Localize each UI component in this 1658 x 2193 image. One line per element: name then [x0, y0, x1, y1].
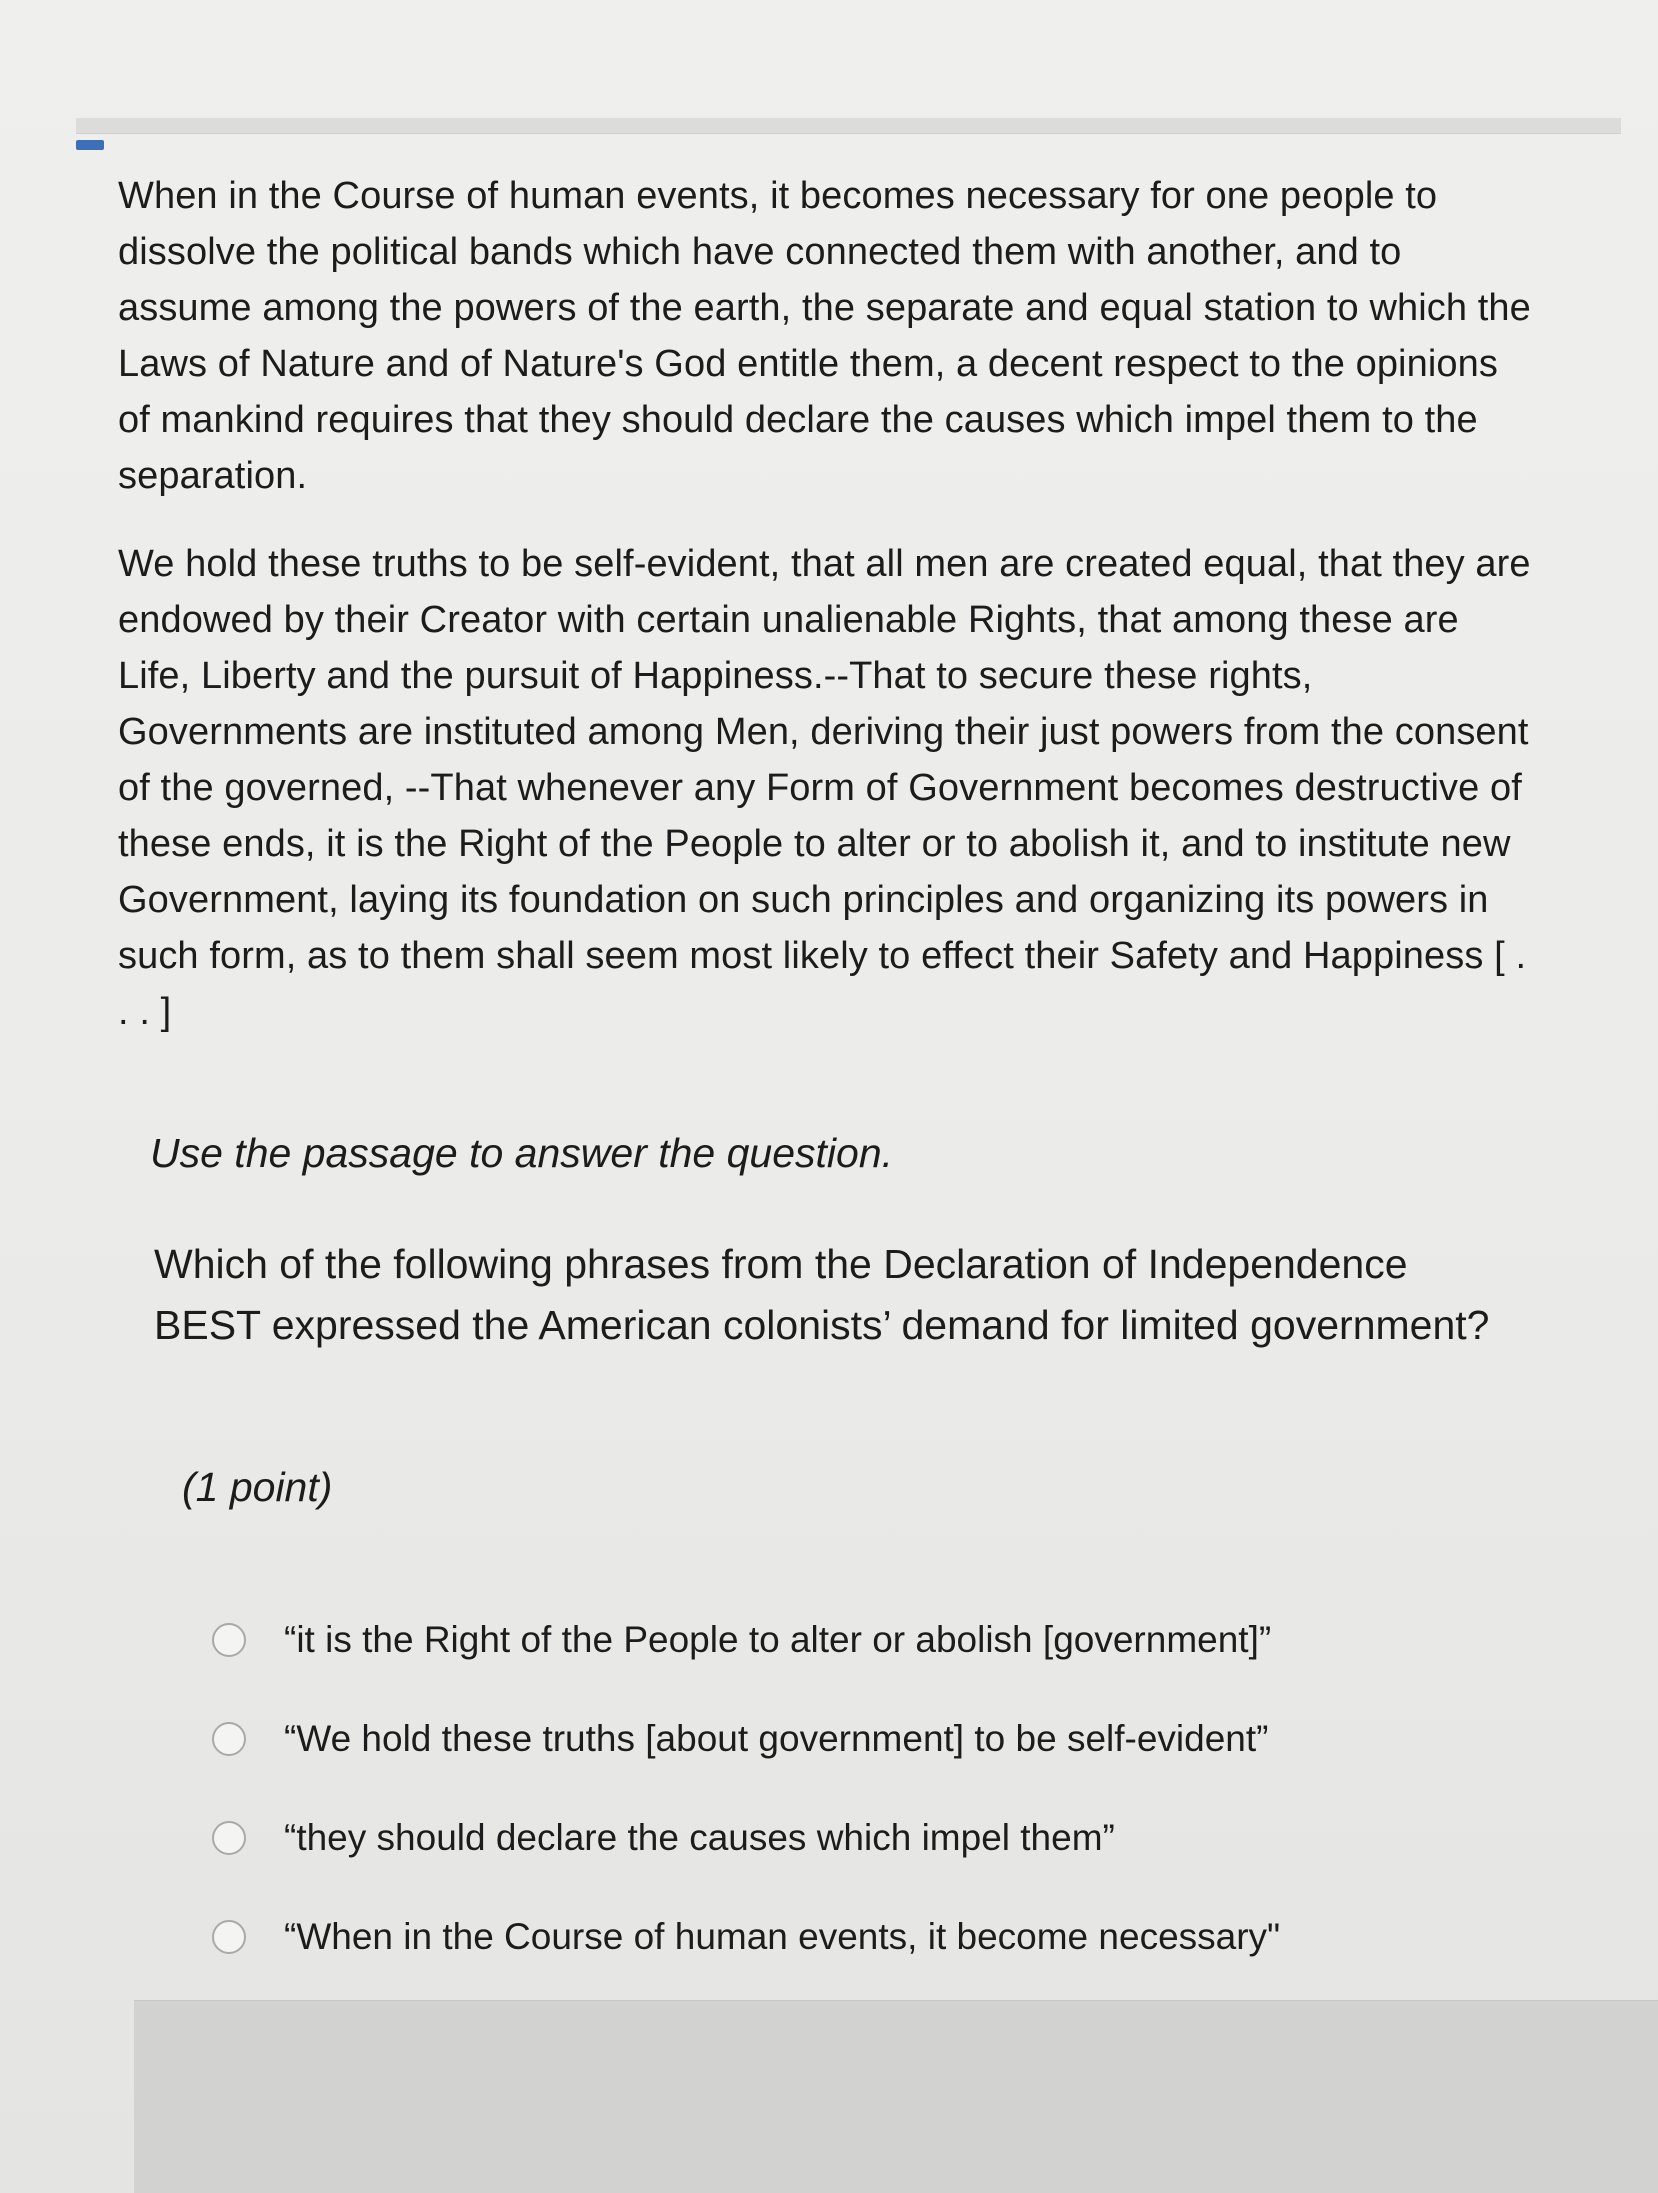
answer-options — [212, 1590, 1512, 1986]
radio-button-icon[interactable] — [212, 1821, 246, 1855]
answer-option-3[interactable] — [212, 1788, 1512, 1887]
answer-option-label[interactable]: “they should declare the causes which impel them” — [284, 1816, 1115, 1858]
passage-paragraph-2: We hold these truths to be self-evident, that all men are created equal, that they are endowed by their Creator with certain unalienable Rights, that among these are Life, Liberty and the pursuit of Happiness.--That to secure these rights, Governments are instituted among Men, deriving their just powers from the consent of the governed, --That whenever any Form of Government becomes destructive of these ends, it is the Right of the People to alter or to abolish it, and to institute new Government, laying its foundation on such principles and organizing its powers in such form, as to them shall seem most likely to effect their Safety and Happiness [ . . . ] — [118, 543, 1531, 1033]
answer-option-label[interactable]: “it is the Right of the People to alter or abolish [government]” — [284, 1618, 1272, 1660]
radio-button-icon[interactable] — [212, 1623, 246, 1657]
passage — [118, 168, 1538, 1072]
answer-option-label[interactable]: “We hold these truths [about government] to be self-evident” — [284, 1717, 1269, 1759]
answer-option-4[interactable] — [212, 1887, 1512, 1986]
radio-button-icon[interactable] — [212, 1722, 246, 1756]
answer-option-label[interactable]: “When in the Course of human events, it become necessary" — [284, 1915, 1281, 1957]
radio-button-icon[interactable] — [212, 1920, 246, 1954]
top-divider — [76, 118, 1621, 134]
question-points: (1 point) — [182, 1464, 333, 1510]
answer-option-2[interactable] — [212, 1689, 1512, 1788]
question-text: Which of the following phrases from the Declaration of Independence BEST expressed the American colonists’ demand for limited government? — [154, 1241, 1490, 1348]
progress-accent-marker — [76, 140, 104, 150]
passage-paragraph-1: When in the Course of human events, it becomes necessary for one people to dissolve the political bands which have connected them with another, and to assume among the powers of the earth, the separate and equal station to which the Laws of Nature and of Nature's God entitle them, a decent respect to the opinions of mankind requires that they should declare the causes which impel them to the separation. — [118, 175, 1531, 497]
footer-panel — [134, 2000, 1658, 2193]
answer-option-1[interactable] — [212, 1590, 1512, 1689]
instruction-text: Use the passage to answer the question. — [150, 1130, 894, 1176]
